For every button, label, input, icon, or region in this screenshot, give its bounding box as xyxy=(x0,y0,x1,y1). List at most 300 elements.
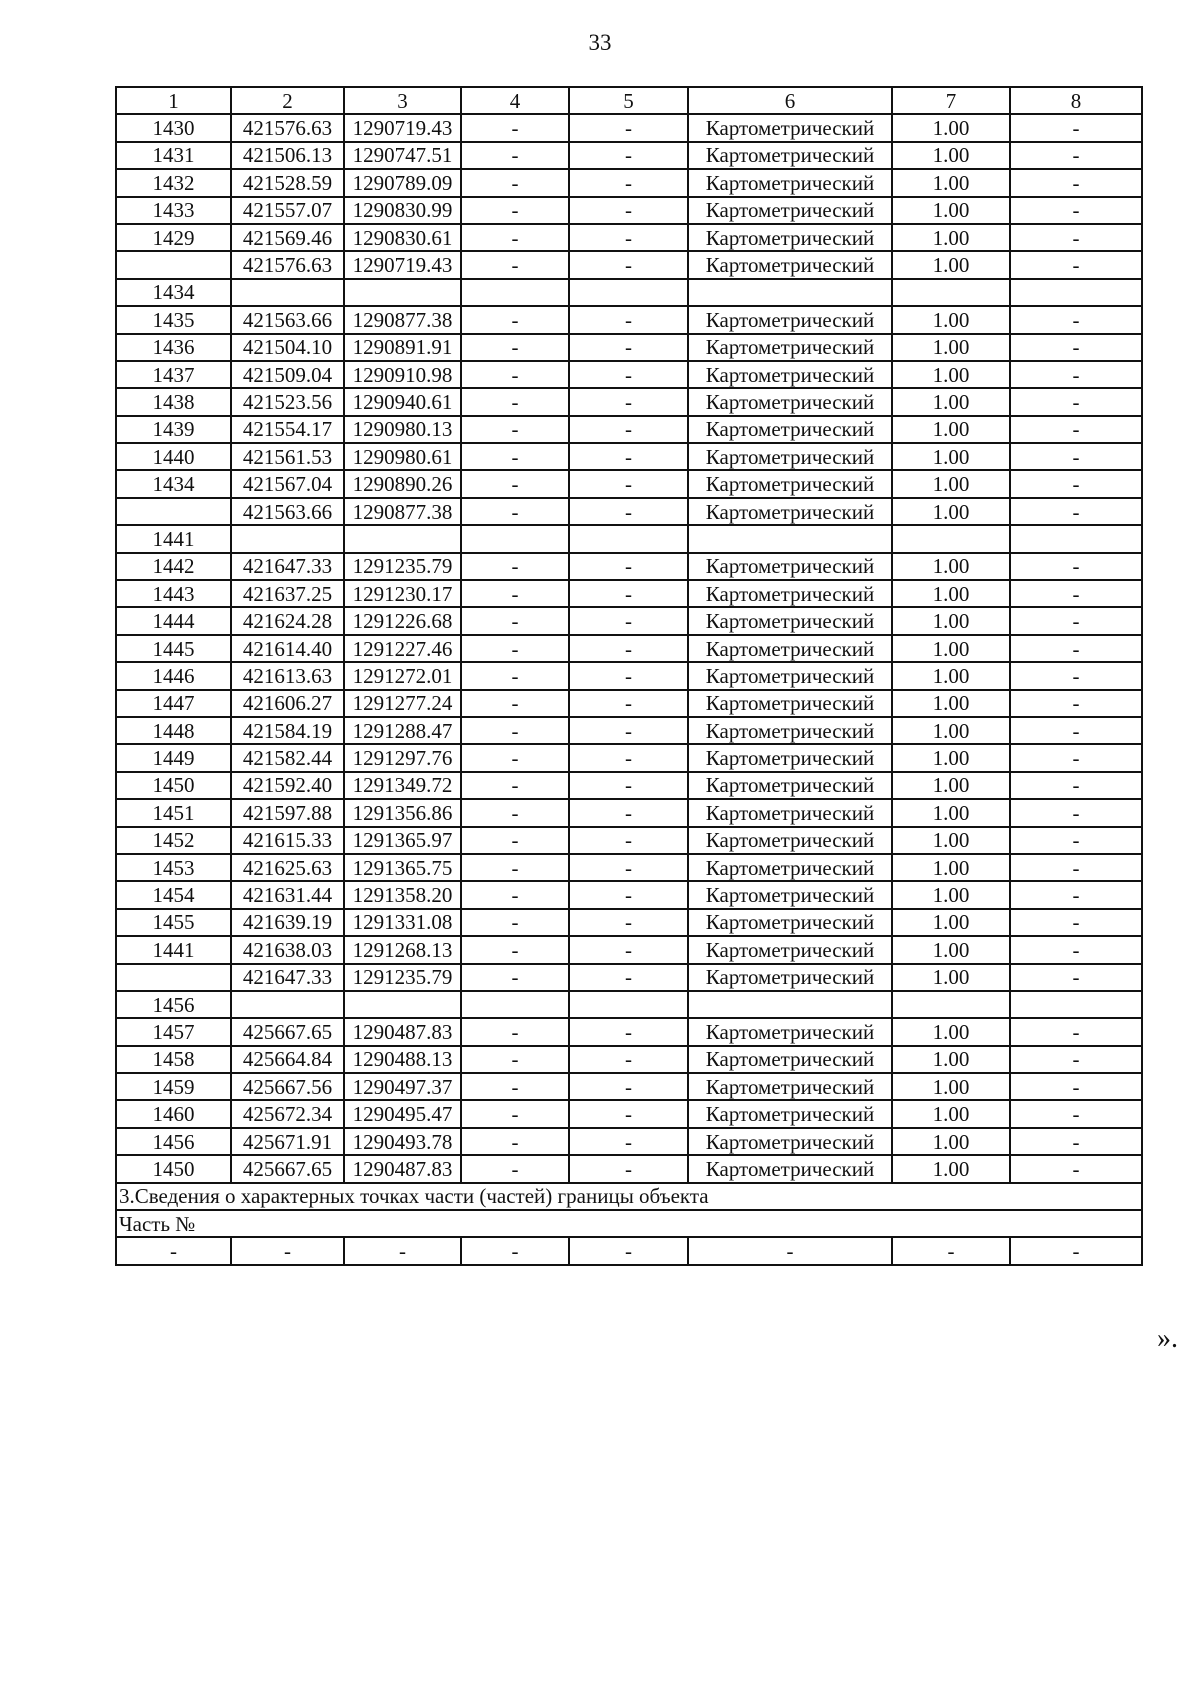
table-cell-col-5: - xyxy=(569,717,688,744)
table-cell-col-7: 1.00 xyxy=(892,690,1010,717)
table-row xyxy=(116,717,1142,744)
table-cell-col-5: - xyxy=(569,580,688,607)
table-cell-col-1: 1456 xyxy=(116,1128,231,1155)
table-cell-col-8: - xyxy=(1010,635,1142,662)
table-cell-col-7: 1.00 xyxy=(892,251,1010,278)
table-cell-col-5: - xyxy=(569,169,688,196)
table-cell-col-5: - xyxy=(569,1128,688,1155)
table-row xyxy=(116,470,1142,497)
table-cell-col-8: - xyxy=(1010,580,1142,607)
table-cell-col-5: - xyxy=(569,416,688,443)
table-cell-col-8: - xyxy=(1010,607,1142,634)
table-cell-col-7: 1.00 xyxy=(892,142,1010,169)
table-cell-col-5: - xyxy=(569,635,688,662)
table-cell-col-6: Картометрический xyxy=(688,881,892,908)
table-row xyxy=(116,169,1142,196)
table-cell-col-8: 8 xyxy=(1010,87,1142,114)
table-cell-col-4: - xyxy=(461,470,569,497)
table-cell-col-3: 1290719.43 xyxy=(344,114,461,141)
table-cell-col-4: - xyxy=(461,580,569,607)
table-cell-col-7: 1.00 xyxy=(892,799,1010,826)
table-cell-col-5: - xyxy=(569,306,688,333)
table-cell-col-2: 421637.25 xyxy=(231,580,344,607)
table-row xyxy=(116,690,1142,717)
table-cell-col-8: - xyxy=(1010,470,1142,497)
table-cell-col-2: 425667.65 xyxy=(231,1018,344,1045)
table-cell-col-4: - xyxy=(461,1046,569,1073)
table-cell-col-3: 1291272.01 xyxy=(344,662,461,689)
table-cell-col-8: - xyxy=(1010,498,1142,525)
table-cell-col-5 xyxy=(569,279,688,306)
table-cell-col-7: 1.00 xyxy=(892,388,1010,415)
table-cell-col-6: Картометрический xyxy=(688,964,892,991)
table-cell-col-7: 1.00 xyxy=(892,772,1010,799)
table-cell-col-4: - xyxy=(461,416,569,443)
table-cell-col-8: - xyxy=(1010,224,1142,251)
table-cell-col-6: - xyxy=(688,1237,892,1264)
table-cell-col-8: - xyxy=(1010,443,1142,470)
table-cell-col-1: 1456 xyxy=(116,991,231,1018)
table-cell-col-7: 1.00 xyxy=(892,306,1010,333)
table-cell-col-6: Картометрический xyxy=(688,361,892,388)
table-cell-col-4: - xyxy=(461,553,569,580)
table-cell-col-1: 1433 xyxy=(116,197,231,224)
table-body xyxy=(116,87,1142,1265)
table-cell-col-5: - xyxy=(569,1237,688,1264)
table-cell-col-5: - xyxy=(569,607,688,634)
table-cell-col-4: - xyxy=(461,169,569,196)
table-cell-col-8: - xyxy=(1010,744,1142,771)
table-cell-col-5: - xyxy=(569,1155,688,1182)
table-cell-col-6: Картометрический xyxy=(688,1100,892,1127)
table-cell-col-2: 421638.03 xyxy=(231,936,344,963)
table-cell-col-2: 421584.19 xyxy=(231,717,344,744)
table-cell-col-3: 1291297.76 xyxy=(344,744,461,771)
table-cell-col-2: 425671.91 xyxy=(231,1128,344,1155)
table-cell-col-7 xyxy=(892,991,1010,1018)
part-number-label: Часть № xyxy=(116,1210,1142,1237)
table-cell-col-3: 1290747.51 xyxy=(344,142,461,169)
table-cell-col-4: - xyxy=(461,717,569,744)
table-row xyxy=(116,251,1142,278)
table-cell-col-6: Картометрический xyxy=(688,1018,892,1045)
table-cell-col-7: 1.00 xyxy=(892,909,1010,936)
table-cell-col-1: 1450 xyxy=(116,1155,231,1182)
table-cell-col-1: 1434 xyxy=(116,279,231,306)
table-cell-col-7: 1.00 xyxy=(892,1073,1010,1100)
table-cell-col-8: - xyxy=(1010,142,1142,169)
table-cell-col-5: - xyxy=(569,1046,688,1073)
table-cell-col-5: - xyxy=(569,443,688,470)
table-cell-col-8: - xyxy=(1010,690,1142,717)
table-cell-col-8: - xyxy=(1010,553,1142,580)
table-cell-col-4: - xyxy=(461,1155,569,1182)
table-cell-col-2: 421523.56 xyxy=(231,388,344,415)
table-cell-col-1: 1432 xyxy=(116,169,231,196)
table-cell-col-5: - xyxy=(569,361,688,388)
table-cell-col-3: 1291331.08 xyxy=(344,909,461,936)
table-cell-col-8: - xyxy=(1010,881,1142,908)
table-row xyxy=(116,607,1142,634)
table-cell-col-5: - xyxy=(569,334,688,361)
table-cell-col-6: Картометрический xyxy=(688,553,892,580)
table-cell-col-1: 1450 xyxy=(116,772,231,799)
table-row xyxy=(116,114,1142,141)
table-cell-col-7: 1.00 xyxy=(892,1155,1010,1182)
table-header-row xyxy=(116,87,1142,114)
table-cell-col-1: 1434 xyxy=(116,470,231,497)
table-cell-col-7: 1.00 xyxy=(892,361,1010,388)
table-row xyxy=(116,1128,1142,1155)
table-cell-col-3: - xyxy=(344,1237,461,1264)
table-cell-col-8: - xyxy=(1010,827,1142,854)
table-cell-col-2: 2 xyxy=(231,87,344,114)
table-cell-col-5: - xyxy=(569,1100,688,1127)
table-row xyxy=(116,197,1142,224)
table-cell-col-8: - xyxy=(1010,717,1142,744)
table-cell-col-2: 421615.33 xyxy=(231,827,344,854)
closing-quote-mark: ». xyxy=(1157,1323,1178,1354)
table-row xyxy=(116,525,1142,552)
table-cell-col-7: 1.00 xyxy=(892,114,1010,141)
table-cell-col-1: 1439 xyxy=(116,416,231,443)
table-cell-col-2: 425667.56 xyxy=(231,1073,344,1100)
table-row xyxy=(116,1100,1142,1127)
part-number-row xyxy=(116,1210,1142,1237)
table-cell-col-4: - xyxy=(461,1018,569,1045)
table-cell-col-6: Картометрический xyxy=(688,1128,892,1155)
table-cell-col-4: - xyxy=(461,306,569,333)
table-cell-col-4: 4 xyxy=(461,87,569,114)
table-cell-col-4: - xyxy=(461,881,569,908)
table-cell-col-7: 1.00 xyxy=(892,607,1010,634)
table-cell-col-2: 421576.63 xyxy=(231,251,344,278)
table-cell-col-7: 1.00 xyxy=(892,1018,1010,1045)
table-cell-col-7: 1.00 xyxy=(892,1128,1010,1155)
table-cell-col-8: - xyxy=(1010,662,1142,689)
table-cell-col-3: 1291365.75 xyxy=(344,854,461,881)
table-cell-col-5: - xyxy=(569,197,688,224)
table-cell-col-6: Картометрический xyxy=(688,1046,892,1073)
table-cell-col-8: - xyxy=(1010,1046,1142,1073)
table-cell-col-3: 1290980.61 xyxy=(344,443,461,470)
table-cell-col-3: 1290891.91 xyxy=(344,334,461,361)
table-cell-col-2: 421506.13 xyxy=(231,142,344,169)
table-cell-col-6: Картометрический xyxy=(688,443,892,470)
page-number: 33 xyxy=(588,30,612,55)
table-cell-col-6: Картометрический xyxy=(688,197,892,224)
table-cell-col-6: Картометрический xyxy=(688,799,892,826)
table-cell-col-1: 1444 xyxy=(116,607,231,634)
table-cell-col-6: Картометрический xyxy=(688,1155,892,1182)
table-cell-col-2: 421563.66 xyxy=(231,498,344,525)
table-cell-col-3: 1290830.99 xyxy=(344,197,461,224)
table-cell-col-7: 1.00 xyxy=(892,1046,1010,1073)
table-cell-col-1: 1436 xyxy=(116,334,231,361)
table-cell-col-3: 1291227.46 xyxy=(344,635,461,662)
table-cell-col-6: Картометрический xyxy=(688,169,892,196)
table-cell-col-6: Картометрический xyxy=(688,142,892,169)
table-cell-col-3: 1290497.37 xyxy=(344,1073,461,1100)
table-cell-col-5: - xyxy=(569,498,688,525)
table-cell-col-3 xyxy=(344,991,461,1018)
table-cell-col-2: 421624.28 xyxy=(231,607,344,634)
table-cell-col-6: Картометрический xyxy=(688,854,892,881)
table-cell-col-1: 1438 xyxy=(116,388,231,415)
table-cell-col-7: 1.00 xyxy=(892,744,1010,771)
table-cell-col-8: - xyxy=(1010,936,1142,963)
table-cell-col-6: Картометрический xyxy=(688,690,892,717)
table-cell-col-4 xyxy=(461,991,569,1018)
table-cell-col-2: 421614.40 xyxy=(231,635,344,662)
table-cell-col-8: - xyxy=(1010,1073,1142,1100)
table-cell-col-5: - xyxy=(569,799,688,826)
table-cell-col-2: 421639.19 xyxy=(231,909,344,936)
table-cell-col-1 xyxy=(116,498,231,525)
table-cell-col-1 xyxy=(116,251,231,278)
table-cell-col-7: 1.00 xyxy=(892,553,1010,580)
table-cell-col-3: 1290493.78 xyxy=(344,1128,461,1155)
table-cell-col-4: - xyxy=(461,744,569,771)
table-cell-col-4: - xyxy=(461,334,569,361)
table-cell-col-4: - xyxy=(461,361,569,388)
table-cell-col-7 xyxy=(892,525,1010,552)
table-cell-col-8: - xyxy=(1010,388,1142,415)
table-cell-col-7: 1.00 xyxy=(892,717,1010,744)
table-cell-col-6: Картометрический xyxy=(688,909,892,936)
table-cell-col-3: 1290487.83 xyxy=(344,1155,461,1182)
table-cell-col-4: - xyxy=(461,114,569,141)
table-cell-col-5: - xyxy=(569,881,688,908)
table-cell-col-1: 1445 xyxy=(116,635,231,662)
table-cell-col-3: 1290495.47 xyxy=(344,1100,461,1127)
table-cell-col-4: - xyxy=(461,1237,569,1264)
table-row xyxy=(116,772,1142,799)
table-row xyxy=(116,279,1142,306)
table-row xyxy=(116,388,1142,415)
table-cell-col-8: - xyxy=(1010,306,1142,333)
table-cell-col-3: 1290877.38 xyxy=(344,306,461,333)
table-row xyxy=(116,881,1142,908)
table-cell-col-7: 1.00 xyxy=(892,498,1010,525)
table-cell-col-2: 421592.40 xyxy=(231,772,344,799)
table-cell-col-1: 1457 xyxy=(116,1018,231,1045)
table-cell-col-6: Картометрический xyxy=(688,251,892,278)
table-cell-col-4: - xyxy=(461,936,569,963)
table-row xyxy=(116,361,1142,388)
table-cell-col-3: 1291365.97 xyxy=(344,827,461,854)
table-cell-col-3: 1291358.20 xyxy=(344,881,461,908)
table-cell-col-8 xyxy=(1010,279,1142,306)
table-row xyxy=(116,799,1142,826)
table-row xyxy=(116,964,1142,991)
table-cell-col-8: - xyxy=(1010,197,1142,224)
table-cell-col-5: - xyxy=(569,854,688,881)
table-cell-col-7: 1.00 xyxy=(892,169,1010,196)
table-cell-col-4: - xyxy=(461,498,569,525)
table-cell-col-5: - xyxy=(569,772,688,799)
table-cell-col-6: Картометрический xyxy=(688,306,892,333)
table-cell-col-5: - xyxy=(569,690,688,717)
table-row xyxy=(116,1018,1142,1045)
table-cell-col-7: 1.00 xyxy=(892,827,1010,854)
table-cell-col-1: 1460 xyxy=(116,1100,231,1127)
table-cell-col-1: 1 xyxy=(116,87,231,114)
table-cell-col-6: 6 xyxy=(688,87,892,114)
table-cell-col-3: 1291356.86 xyxy=(344,799,461,826)
table-cell-col-8: - xyxy=(1010,114,1142,141)
table-cell-col-6: Картометрический xyxy=(688,662,892,689)
table-cell-col-1: 1455 xyxy=(116,909,231,936)
table-cell-col-6 xyxy=(688,525,892,552)
table-cell-col-6: Картометрический xyxy=(688,827,892,854)
table-cell-col-3 xyxy=(344,279,461,306)
table-cell-col-6: Картометрический xyxy=(688,717,892,744)
table-cell-col-8: - xyxy=(1010,169,1142,196)
table-cell-col-8: - xyxy=(1010,854,1142,881)
table-cell-col-6 xyxy=(688,991,892,1018)
table-cell-col-1: 1451 xyxy=(116,799,231,826)
table-cell-col-4: - xyxy=(461,690,569,717)
table-cell-col-2 xyxy=(231,991,344,1018)
table-cell-col-4 xyxy=(461,525,569,552)
table-cell-col-8: - xyxy=(1010,799,1142,826)
table-cell-col-2: 421561.53 xyxy=(231,443,344,470)
table-cell-col-1: 1454 xyxy=(116,881,231,908)
table-cell-col-5: - xyxy=(569,909,688,936)
table-cell-col-8: - xyxy=(1010,1100,1142,1127)
table-cell-col-2: 421528.59 xyxy=(231,169,344,196)
table-cell-col-1: 1452 xyxy=(116,827,231,854)
table-cell-col-7: 1.00 xyxy=(892,881,1010,908)
table-cell-col-3: 1291288.47 xyxy=(344,717,461,744)
table-cell-col-2: 425667.65 xyxy=(231,1155,344,1182)
table-cell-col-7: 1.00 xyxy=(892,580,1010,607)
table-cell-col-8: - xyxy=(1010,416,1142,443)
table-cell-col-3: 1290789.09 xyxy=(344,169,461,196)
table-cell-col-7: 1.00 xyxy=(892,936,1010,963)
table-cell-col-1: 1458 xyxy=(116,1046,231,1073)
table-cell-col-8: - xyxy=(1010,1237,1142,1264)
table-cell-col-2: 421606.27 xyxy=(231,690,344,717)
table-cell-col-6: Картометрический xyxy=(688,607,892,634)
table-cell-col-4: - xyxy=(461,635,569,662)
table-row xyxy=(116,854,1142,881)
table-cell-col-2: 421625.63 xyxy=(231,854,344,881)
section-3-title: 3.Сведения о характерных точках части (частей) границы объекта xyxy=(116,1183,1142,1210)
table-row xyxy=(116,416,1142,443)
table-cell-col-2: 421613.63 xyxy=(231,662,344,689)
table-cell-col-6: Картометрический xyxy=(688,416,892,443)
table-cell-col-1: 1429 xyxy=(116,224,231,251)
table-cell-col-8: - xyxy=(1010,772,1142,799)
table-cell-col-7: 7 xyxy=(892,87,1010,114)
table-cell-col-1: 1437 xyxy=(116,361,231,388)
table-cell-col-3: 1291226.68 xyxy=(344,607,461,634)
table-cell-col-6 xyxy=(688,279,892,306)
table-cell-col-4: - xyxy=(461,909,569,936)
table-row xyxy=(116,498,1142,525)
table-cell-col-3: 1290910.98 xyxy=(344,361,461,388)
table-cell-col-1 xyxy=(116,964,231,991)
table-row xyxy=(116,142,1142,169)
table-cell-col-5: - xyxy=(569,827,688,854)
table-cell-col-7: 1.00 xyxy=(892,224,1010,251)
table-cell-col-8: - xyxy=(1010,334,1142,361)
table-cell-col-6: Картометрический xyxy=(688,580,892,607)
table-row xyxy=(116,909,1142,936)
table-row xyxy=(116,744,1142,771)
table-cell-col-1: 1442 xyxy=(116,553,231,580)
table-cell-col-8: - xyxy=(1010,251,1142,278)
table-row xyxy=(116,991,1142,1018)
table-cell-col-2: 421582.44 xyxy=(231,744,344,771)
table-cell-col-1: 1440 xyxy=(116,443,231,470)
table-cell-col-6: Картометрический xyxy=(688,936,892,963)
table-cell-col-2: - xyxy=(231,1237,344,1264)
table-cell-col-3: 1290830.61 xyxy=(344,224,461,251)
table-cell-col-6: Картометрический xyxy=(688,1073,892,1100)
table-cell-col-1: 1430 xyxy=(116,114,231,141)
table-cell-col-5 xyxy=(569,991,688,1018)
table-cell-col-1: 1453 xyxy=(116,854,231,881)
table-cell-col-3: 1290487.83 xyxy=(344,1018,461,1045)
table-cell-col-7: 1.00 xyxy=(892,334,1010,361)
table-cell-col-2: 421576.63 xyxy=(231,114,344,141)
table-cell-col-2: 421509.04 xyxy=(231,361,344,388)
table-cell-col-8 xyxy=(1010,991,1142,1018)
table-row xyxy=(116,443,1142,470)
table-cell-col-3 xyxy=(344,525,461,552)
table-cell-col-2 xyxy=(231,279,344,306)
table-cell-col-7: 1.00 xyxy=(892,1100,1010,1127)
table-cell-col-4: - xyxy=(461,607,569,634)
table-cell-col-8: - xyxy=(1010,1128,1142,1155)
table-cell-col-3: 1291235.79 xyxy=(344,553,461,580)
table-cell-col-2: 421631.44 xyxy=(231,881,344,908)
table-cell-col-7: 1.00 xyxy=(892,443,1010,470)
table-row xyxy=(116,635,1142,662)
table-cell-col-4: - xyxy=(461,799,569,826)
table-cell-col-6: Картометрический xyxy=(688,224,892,251)
table-row xyxy=(116,306,1142,333)
table-cell-col-4: - xyxy=(461,1100,569,1127)
table-cell-col-4: - xyxy=(461,964,569,991)
table-cell-col-5: - xyxy=(569,662,688,689)
dash-row xyxy=(116,1237,1142,1264)
table-cell-col-2: 425664.84 xyxy=(231,1046,344,1073)
table-cell-col-4: - xyxy=(461,827,569,854)
table-cell-col-6: Картометрический xyxy=(688,470,892,497)
table-cell-col-4: - xyxy=(461,772,569,799)
table-cell-col-7: 1.00 xyxy=(892,662,1010,689)
table-cell-col-1: 1431 xyxy=(116,142,231,169)
table-cell-col-5: - xyxy=(569,744,688,771)
table-cell-col-3: 1291349.72 xyxy=(344,772,461,799)
table-cell-col-1: 1441 xyxy=(116,525,231,552)
table-cell-col-7: 1.00 xyxy=(892,635,1010,662)
table-cell-col-7: 1.00 xyxy=(892,964,1010,991)
table-cell-col-5: - xyxy=(569,553,688,580)
table-cell-col-2: 421569.46 xyxy=(231,224,344,251)
table-row xyxy=(116,827,1142,854)
table-cell-col-1: 1447 xyxy=(116,690,231,717)
table-cell-col-3: 1291230.17 xyxy=(344,580,461,607)
table-cell-col-2: 421554.17 xyxy=(231,416,344,443)
table-cell-col-5: - xyxy=(569,142,688,169)
table-cell-col-7 xyxy=(892,279,1010,306)
table-cell-col-3: 1290877.38 xyxy=(344,498,461,525)
